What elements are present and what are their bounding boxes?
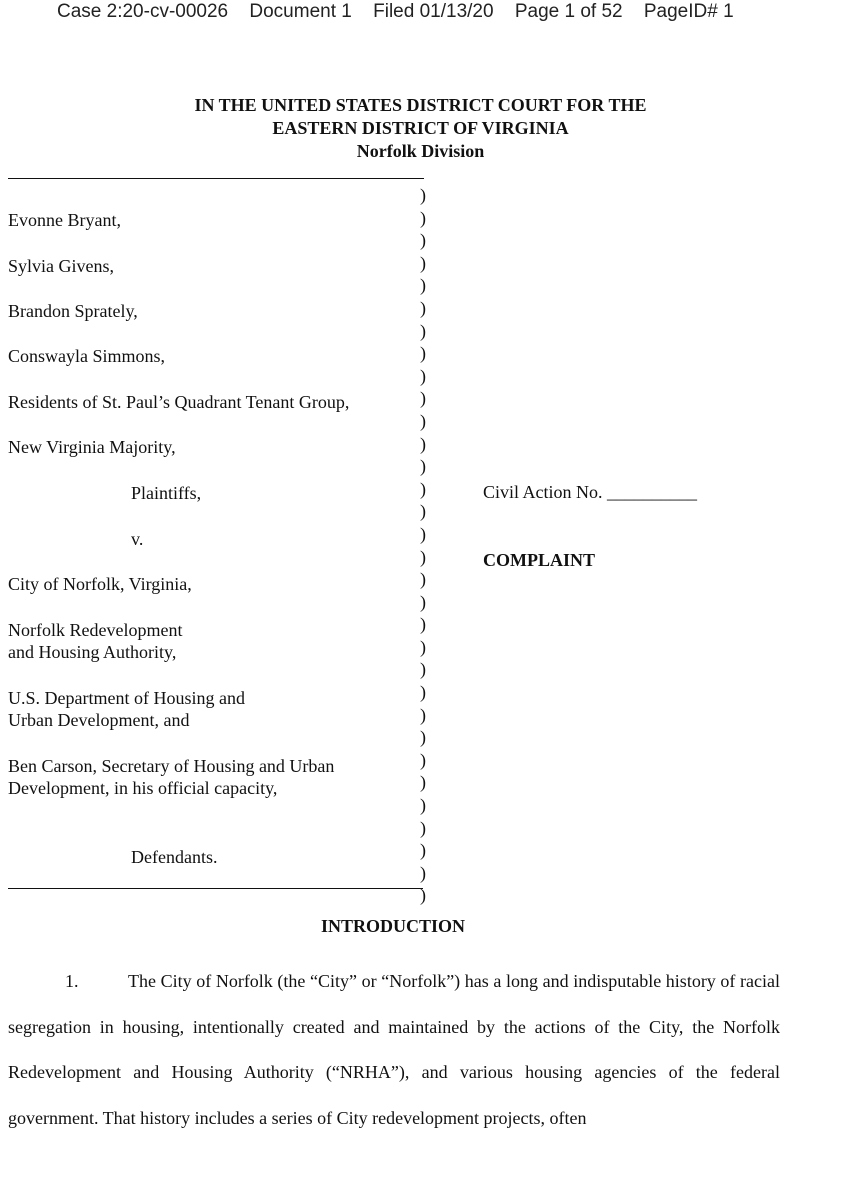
court-division: Norfolk Division [356, 141, 485, 161]
versus-label: v. [131, 529, 144, 549]
complaint-title: COMPLAINT [483, 550, 595, 570]
filing-header [57, 0, 750, 24]
caption-bottom-rule [8, 888, 423, 889]
plaintiff-name: Brandon Sprately, [8, 301, 138, 321]
plaintiff-name: New Virginia Majority, [8, 437, 176, 457]
defendants-label: Defendants. [131, 847, 218, 867]
paragraph-1 [8, 959, 780, 1141]
case-number: Case 2:20-cv-00026 [57, 1, 229, 22]
court-line-2: EASTERN DISTRICT OF VIRGINIA [272, 118, 569, 138]
document-number: Document 1 [249, 1, 352, 22]
plaintiff-name: Evonne Bryant, [8, 210, 121, 230]
defendant-name: U.S. Department of Housing and [8, 688, 245, 708]
page-id: PageID# 1 [643, 1, 734, 22]
defendant-name: City of Norfolk, Virginia, [8, 574, 192, 594]
plaintiff-name: Sylvia Givens, [8, 256, 114, 276]
plaintiff-name: Conswayla Simmons, [8, 346, 166, 366]
caption-top-rule-stub [417, 178, 424, 179]
defendant-name: Urban Development, and [8, 710, 190, 730]
court-line-1: IN THE UNITED STATES DISTRICT COURT FOR THE [194, 95, 647, 115]
plaintiff-name: Residents of St. Paul’s Quadrant Tenant Group, [8, 392, 350, 412]
page-count: Page 1 of 52 [514, 1, 623, 22]
defendant-name: Ben Carson, Secretary of Housing and Urban [8, 756, 335, 776]
defendant-name: and Housing Authority, [8, 642, 177, 662]
paragraph-text: The City of Norfolk (the “City” or “Norfolk”) has a long and indisputable history of racial segregation in housing, intentionally created and maintained by the actions of the City, the Norfolk Redevelopment and Housing Authority (“NRHA”), and various housing agencies of the federal government. That history includes a series of City redevelopment projects, often [8, 971, 780, 1128]
civil-action-number: Civil Action No. __________ [483, 482, 698, 502]
filed-date: Filed 01/13/20 [373, 1, 494, 22]
caption-parentheses: ) ) ) ) ) ) ) ) ) ) ) ) ) ) ) ) ) ) ) ) ) ) ) ) ) ) ) ) ) ) ) ) [420, 185, 426, 906]
defendant-name: Norfolk Redevelopment [8, 620, 183, 640]
court-title [0, 94, 841, 163]
introduction-heading: INTRODUCTION [320, 916, 466, 936]
caption-top-rule [8, 178, 418, 179]
paragraph-number: 1. [65, 971, 79, 991]
defendant-name: Development, in his official capacity, [8, 778, 278, 798]
plaintiffs-label: Plaintiffs, [131, 483, 202, 503]
